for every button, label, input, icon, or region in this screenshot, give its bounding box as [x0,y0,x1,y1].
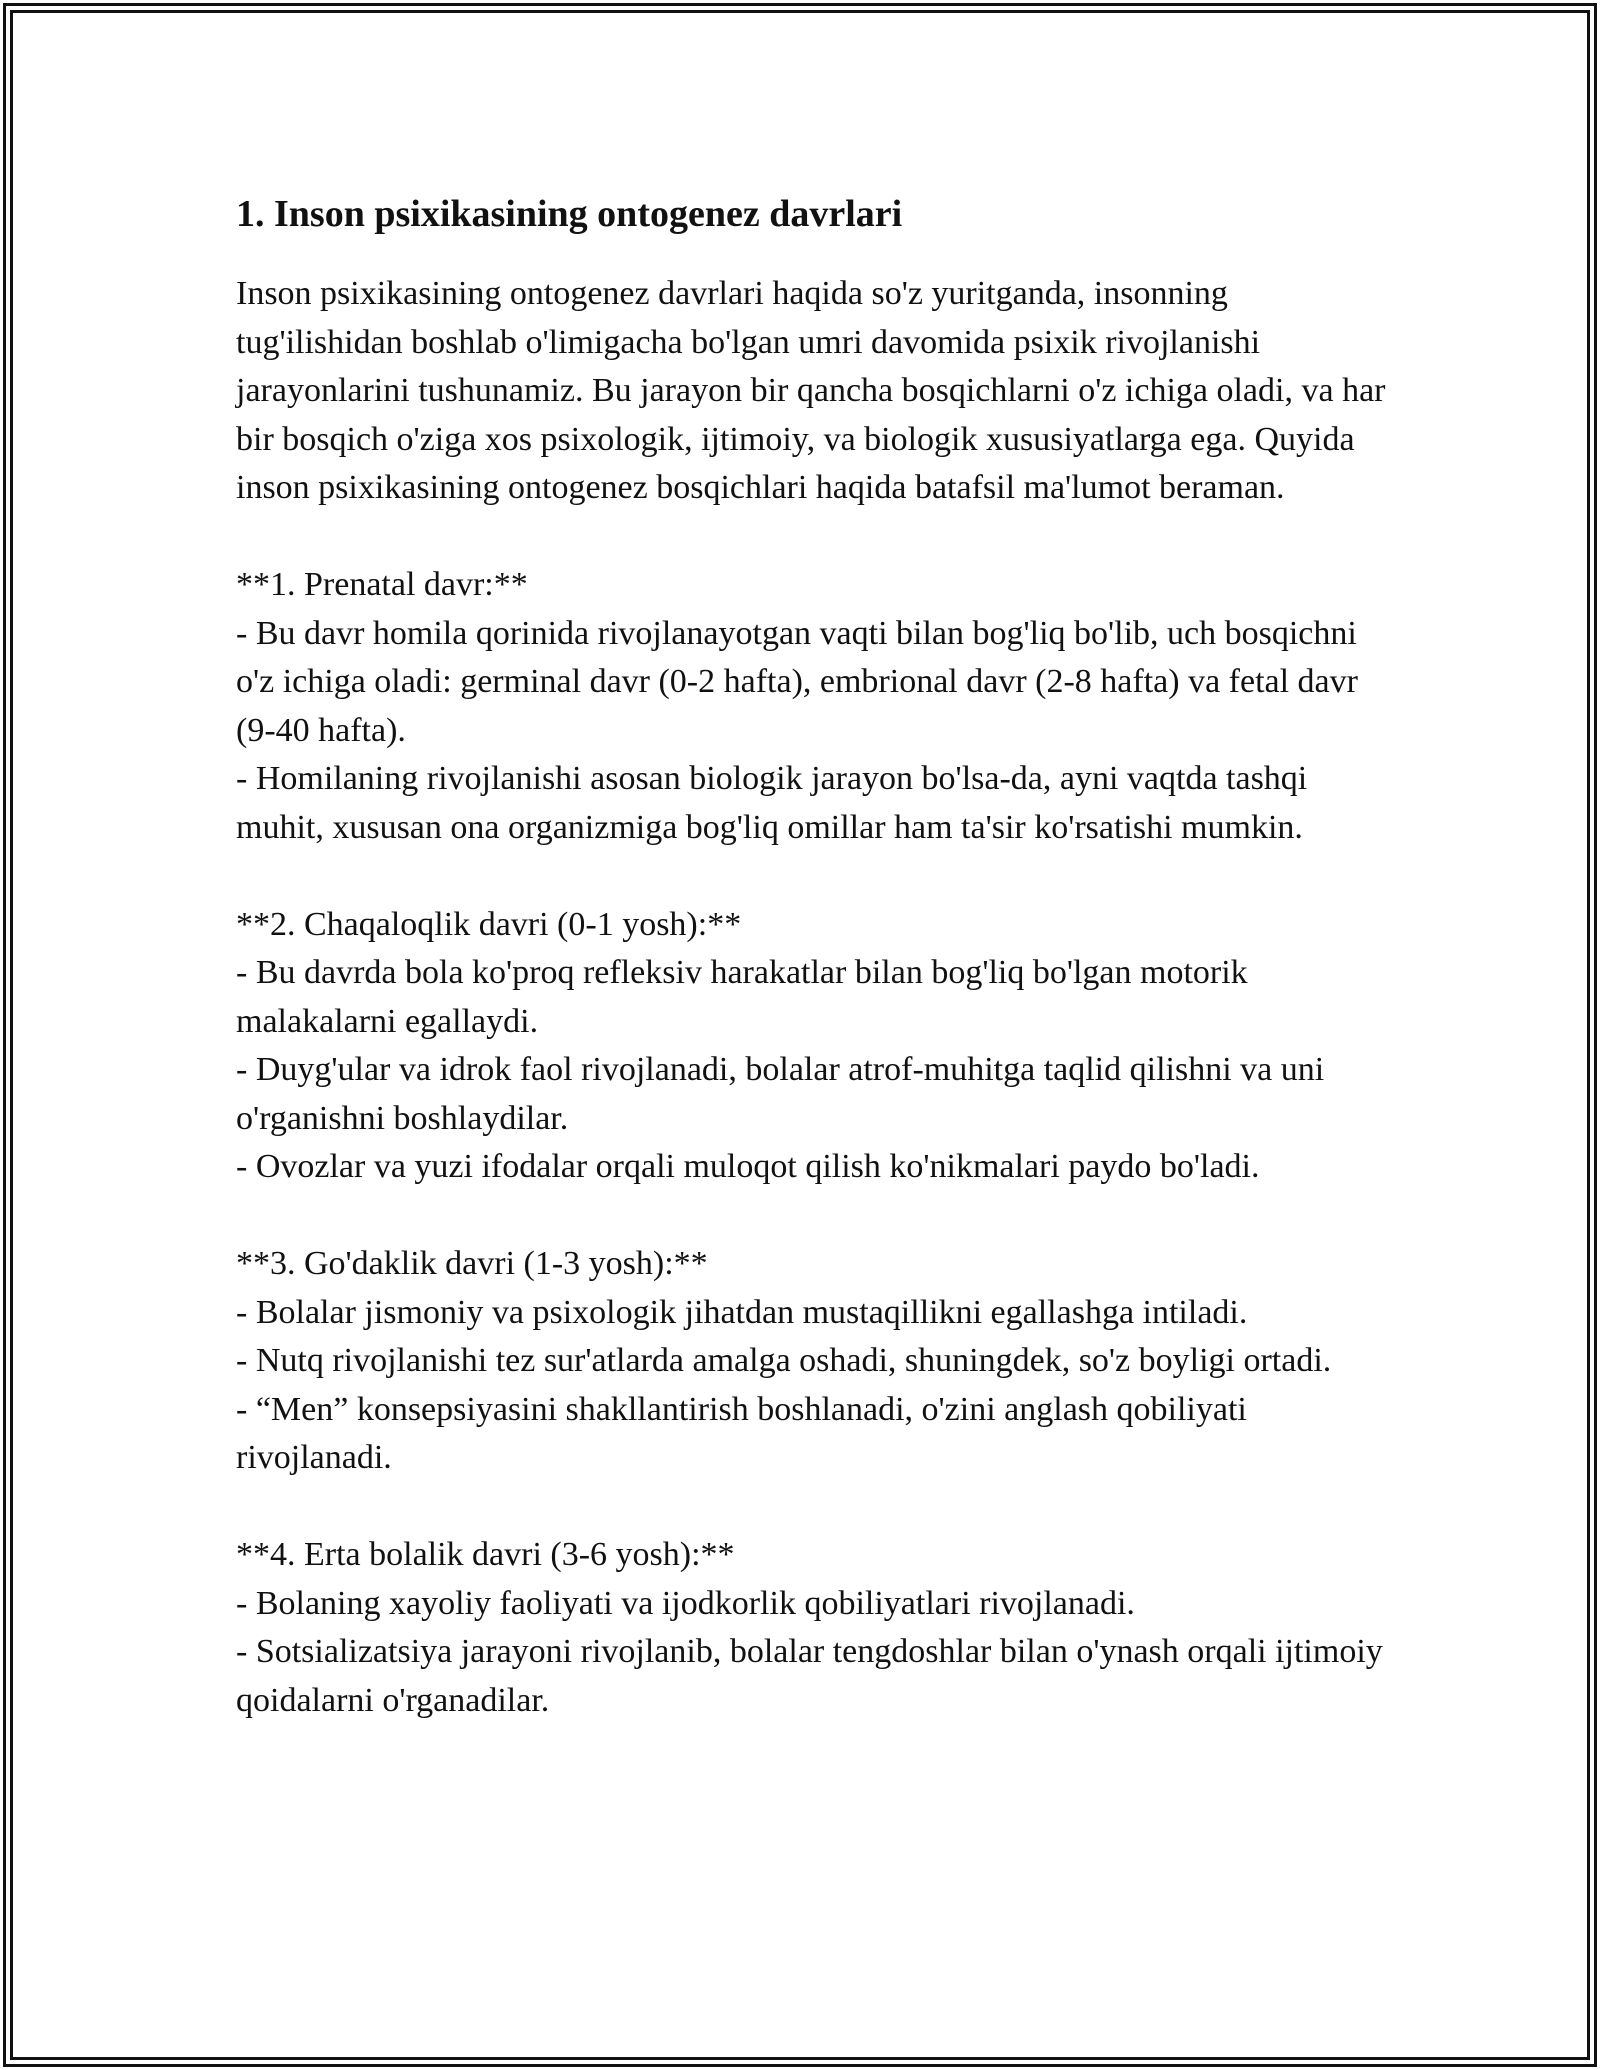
section-infancy [236,901,1396,1192]
section-heading: **3. Go'daklik davri (1-3 yosh):** [236,1245,708,1282]
section-toddlerhood [236,1240,1396,1483]
bullet-item: - Sotsializatsiya jarayoni rivojlanib, bolalar tengdoshlar bilan o'ynash orqali ijtimoiy qoidalarni o'rganadilar. [236,1633,1383,1719]
bullet-item: - Bolalar jismoniy va psixologik jihatdan mustaqillikni egallashga intiladi. [236,1293,1248,1331]
section-heading: **4. Erta bolalik davri (3-6 yosh):** [236,1536,735,1573]
section-heading: **1. Prenatal davr:** [236,566,528,603]
section-early-childhood [236,1531,1396,1725]
bullet-item: - Bu davr homila qorinida rivojlanayotgan vaqti bilan bog'liq bo'lib, uch bosqichni o'z ichiga oladi: germinal davr (0-2 hafta), embrional davr (2-8 hafta) va fetal davr (9-40 hafta). [236,614,1358,749]
bullet-item: - Homilaning rivojlanishi asosan biologik jarayon bo'lsa-da, ayni vaqtda tashqi muhit, xususan ona organizmiga bog'liq omillar ham ta'sir ko'rsatishi mumkin. [236,760,1308,846]
document-body [236,186,1396,1725]
bullet-item: - Bu davrda bola ko'proq refleksiv harakatlar bilan bog'liq bo'lgan motorik malakalarni egallaydi. [236,954,1248,1040]
document-title: 1. Inson psixikasining ontogenez davrlari [236,193,903,235]
bullet-item: - Nutq rivojlanishi tez sur'atlarda amalga oshadi, shuningdek, so'z boyligi ortadi. [236,1342,1332,1379]
bullet-item: - Ovozlar va yuzi ifodalar orqali muloqot qilish ko'nikmalari paydo bo'ladi. [236,1148,1260,1185]
section-heading: **2. Chaqaloqlik davri (0-1 yosh):** [236,905,742,943]
bullet-item: - Duyg'ular va idrok faol rivojlanadi, bolalar atrof-muhitga taqlid qilishni va uni o'rganishni boshlaydilar. [236,1051,1325,1137]
bullet-item: - Bolaning xayoliy faoliyati va ijodkorlik qobiliyatlari rivojlanadi. [236,1584,1135,1622]
bullet-item: - “Men” konsepsiyasini shakllantirish boshlanadi, o'zini anglash qobiliyati rivojlanadi. [236,1390,1247,1476]
section-prenatal [236,561,1396,852]
intro-paragraph: Inson psixikasining ontogenez davrlari haqida so'z yuritganda, insonning tug'ilishidan boshlab o'limigacha bo'lgan umri davomida psixik rivojlanishi jarayonlarini tushunamiz. Bu jarayon bir qancha bosqichlarni o'z ichiga oladi, va har bir bosqich o'ziga xos psixologik, ijtimoiy, va biologik xususiyatlarga ega. Quyida inson psixikasining ontogenez bosqichlari haqida batafsil ma'lumot beraman. [236,275,1386,506]
